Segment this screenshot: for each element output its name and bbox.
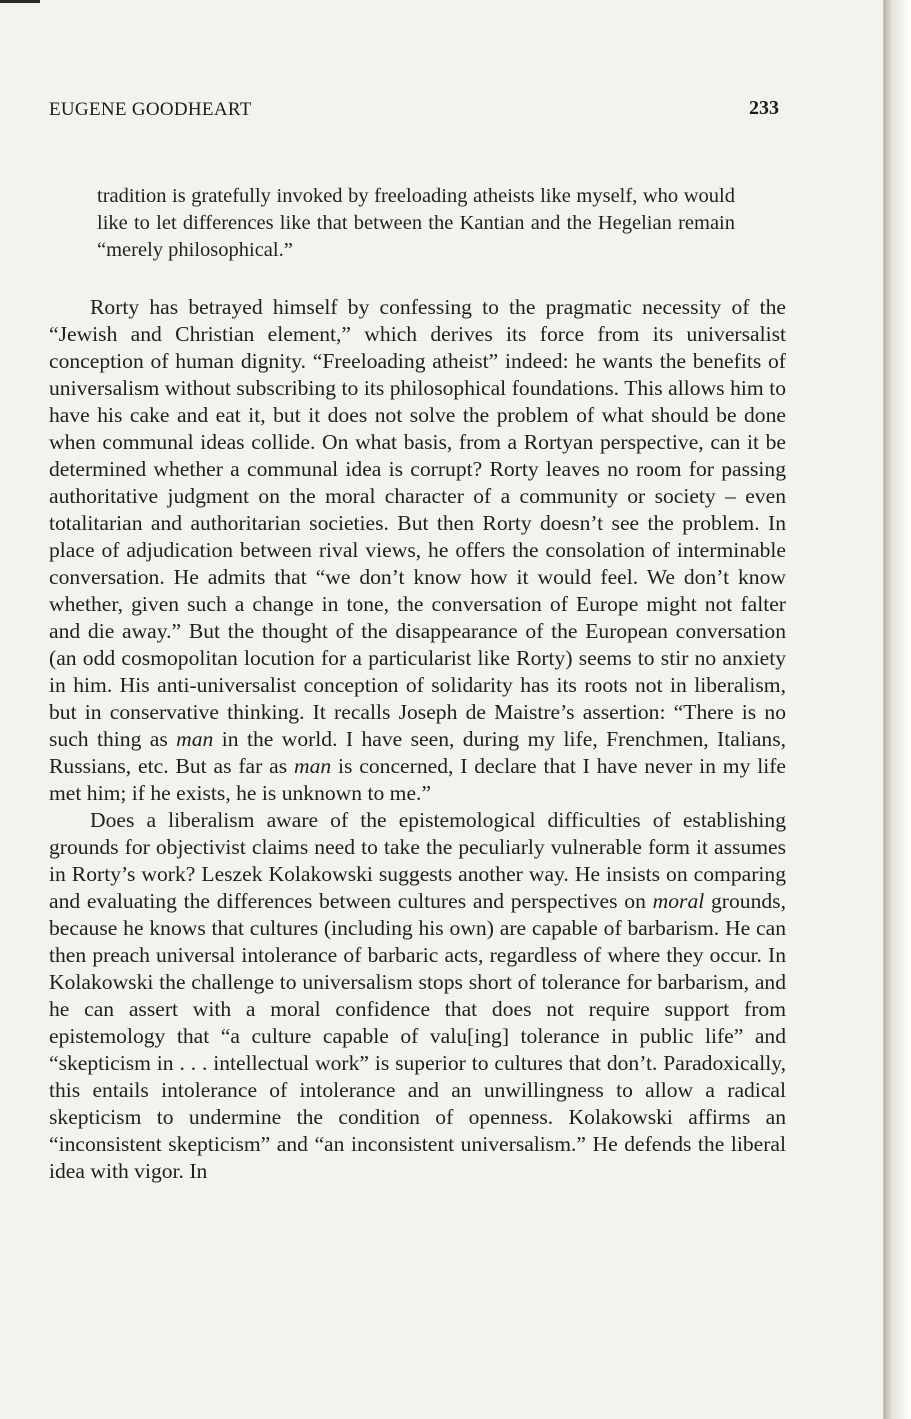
block-quote-text: tradition is gratefully invoked by freeloading atheists like myself, who would like to let differences like that between the Kantian and the Hegelian remain “merely philosophical.”	[97, 185, 735, 261]
page-edge-shadow	[884, 0, 911, 1419]
running-head: EUGENE GOODHEART	[49, 99, 252, 120]
body-text	[49, 294, 786, 1185]
page-number: 233	[749, 97, 779, 119]
paragraph-1: Rorty has betrayed himself by confessing to the pragmatic necessity of the “Jewish and Christian element,” which derives its force from its universalist conception of human dignity. “Freeloading atheist” indeed: he wants the benefits of universalism without subscribing to its philosophical foundations. This allows him to have his cake and eat it, but it does not solve the problem of what should be done when communal ideas collide. On what basis, from a Rortyan perspective, can it be determined whether a communal idea is corrupt? Rorty leaves no room for passing authoritative judgment on the moral character of a community or society – even totalitarian and authoritarian societies. But then Rorty doesn’t see the problem. In place of adjudication between rival views, he offers the consolation of interminable conversation. He admits that “we don’t know how it would feel. We don’t know whether, given such a change in tone, the conversation of Europe might not falter and die away.” But the thought of the disappearance of the European conversation (an odd cosmopolitan locution for a particularist like Rorty) seems to stir no anxiety in him. His anti-universalist conception of solidarity has its roots not in liberalism, but in conservative thinking. It recalls Joseph de Maistre’s assertion: “There is no such thing as man in the world. I have seen, during my life, Frenchmen, Italians, Russians, etc. But as far as man is concerned, I declare that I have never in my life met him; if he exists, he is unknown to me.”	[49, 295, 787, 805]
paragraph-2: Does a liberalism aware of the epistemological difficulties of establishing grounds for objectivist claims need to take the peculiarly vulnerable form it assumes in Rorty’s work? Leszek Kolakowski suggests another way. He insists on comparing and evaluating the differences between cultures and perspectives on moral grounds, because he knows that cultures (including his own) are capable of barbarism. He can then preach universal intolerance of barbaric acts, regardless of where they occur. In Kolakowski the challenge to universalism stops short of tolerance for barbarism, and he can assert with a moral confidence that does not require support from epistemology that “a culture capable of valu[ing] tolerance in public life” and “skepticism in . . . intellectual work” is superior to cultures that don’t. Paradoxically, this entails intolerance of intolerance and an unwillingness to allow a radical skepticism to undermine the condition of openness. Kolakowski affirms an “inconsistent skepticism” and “an inconsistent universalism.” He defends the liberal idea with vigor. In	[49, 808, 786, 1183]
top-edge-rule	[0, 0, 40, 3]
block-quote	[97, 183, 735, 264]
